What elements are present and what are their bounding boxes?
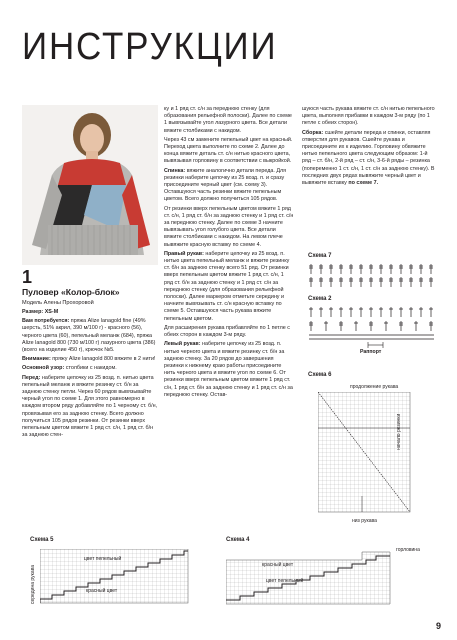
rapport-label: Раппорт <box>360 349 382 355</box>
basic-text: столбики с накидом. <box>64 365 117 372</box>
pattern-number: 1 <box>22 267 33 287</box>
left-sleeve-text: наберите цепочку из 25 возд. п. нитью черного цвета и вяжите резинку ст. б/н за заднюю стенку. За 20 рядов до завершения резинки к нижнему краю работы присоедините нить черного цвета и вяжите угол по схеме 6. От резинки вверх пепельным цветом вяжите 1 ряд ст. с/н, 1 ряд ст. б/н за заднюю стенку и 1 ряд ст. с/н за переднюю стенку. Остав- <box>164 341 293 398</box>
note-label: Внимание: <box>22 356 51 363</box>
scheme-4-diagram <box>226 546 396 608</box>
materials-text: пряжа Alize lanagold fine (49% шерсть, 51% акрил, 390 м/100 г) - красного (56), черного цвета (60), пепельный меланж (684), пряжа Alize lanagold 800 (730 м/100 г) лазурного цвета (386) (всего на изделие 450 г), крючок №5. <box>22 318 156 354</box>
scheme-6-right-label: начало резинки <box>396 413 402 450</box>
column-1 <box>22 309 158 441</box>
back-text: вяжите аналогично детали переда. Для резинки наберите цепочку из 25 возд. п. и сразу присоедините черный цвет (см. схему 3). Оставшуюся часть резинки вяжите пепельным цветом. Всего должно получиться 105 рядов. <box>164 167 287 203</box>
assembly-label: Сборка: <box>302 129 324 136</box>
scheme-6-bottom-label: низ рукава <box>352 518 377 524</box>
scheme-7-diagram <box>308 262 438 290</box>
scheme-6-top-label: продолжение рукава <box>350 384 399 390</box>
scheme-5-left-label: середина рукава <box>30 564 36 604</box>
scheme-6-diagram <box>318 392 414 516</box>
scheme-5-bottom-label: красный цвет <box>86 588 118 594</box>
scheme-6-title: Схема 6 <box>308 372 332 378</box>
assembly-end: по схеме 7. <box>348 180 379 187</box>
back-label: Спинка: <box>164 167 186 174</box>
scheme-4-grey-label: цвет пепельный <box>266 578 304 584</box>
left-sleeve-label: Левый рукав: <box>164 341 201 348</box>
scheme-4-title: Схема 4 <box>226 537 250 543</box>
scheme-4-red-label: красный цвет <box>262 562 294 568</box>
right-sleeve-text: наберите цепочку из 25 возд. п. нитью цвета пепельный меланж и вяжите резинку ст. б/н за заднюю стенку всего 51 ряд. От резинки вверх пепельным цветом вяжите 1 ряд ст. с/н, 1 ряд ст. б/н за заднюю стенку и 1 ряд ст. с/н за переднюю стенку (для образования рельефной полоски). Далее маркером отметьте середину и начните вывязывать ст. с/н красную вставку по схеме 5. Оставшуюся часть рукава вяжите пепельным цветом. <box>164 250 290 322</box>
basic-label: Основной узор: <box>22 365 65 372</box>
model-photo <box>22 105 158 265</box>
right-sleeve-label: Правый рукав: <box>164 250 204 257</box>
size-text: Размер: XS-M <box>22 309 59 315</box>
col2-paragraph-2: Через 43 см замените пепельный цвет на красный. Переход цвета выполните по схеме 2. Далее до конца вяжите деталь ст. с/н нитью красного цвета, вывязывая горловину в соответствии с выкройкой. <box>164 136 293 165</box>
column-3 <box>302 106 438 189</box>
page-title: ИНСТРУКЦИИ <box>22 26 278 68</box>
note-text: пряжу Alize lanagold 800 вяжите в 2 нити! <box>50 356 156 363</box>
pattern-author: Модель Алены Прохоровой <box>22 300 94 306</box>
front-text: наберите цепочку из 25 возд. п. нитью цвета пепельный меланж и вяжите резинку ст. б/н за заднюю стенку петли. Через 60 рядов вывязывайте черный угол по схеме 1. Для этого равномерно в каждом втором ряду добавляйте по 1 черному ст. б/н, провязывая его за заднюю стенку. Всего должно получиться 105 рядов резинки. От резинки вверх пепельным цветом вяжите 1 ряд ст. с/н, 1 ряд ст. б/н за заднюю стен- <box>22 374 158 439</box>
page-number: 9 <box>435 621 441 631</box>
col3-paragraph-1: шуюся часть рукава вяжите ст. с/н нитью пепельного цвета, выполняя прибавки в каждом 3-м ряду (по 1 петле с обеих сторон). <box>302 106 435 127</box>
scheme-5-top-label: цвет пепельный <box>84 556 122 562</box>
materials-label: Вам потребуется: <box>22 318 70 325</box>
scheme-7-title: Схема 7 <box>308 253 332 259</box>
col2-paragraph-3: От резинки вверх пепельным цветом вяжите 1 ряд ст. с/н, 1 ряд ст. б/н за заднюю стенку и 1 ряд ст. с/н за переднюю стенку. Далее по схеме 3 начните вывязывать угол голубого цвета. Все детали вяжите столбиками с накидом. На левом плече вывяжите красную вставку по схеме 4. <box>164 205 294 248</box>
scheme-2-title: Схема 2 <box>308 296 332 302</box>
scheme-5-title: Схема 5 <box>30 537 54 543</box>
column-2 <box>164 106 294 401</box>
pattern-name: Пуловер «Колор-блок» <box>22 287 120 297</box>
assembly-text: сшейте детали переда и спинки, оставляя отверстия для рукавов. Сшейте рукава и присоедините их к изделию. Горловину обвяжите нитью пепельного цвета следующим образом: 1-й ряд – ст. б/н, 2-й ряд – ст. с/н, 3-6-й ряды – резинка (попеременно 1 ст. с/н, 1 ст. с/н за заднюю стенку). В последних двух рядах вывяжите черный цвет и вывяжите вставку <box>302 129 435 187</box>
front-label: Перед: <box>22 374 41 381</box>
col2-paragraph-1: ку и 1 ряд ст. с/н за переднюю стенку (для образования рельефной полоски). Далее по схеме 1 вывязывайте угол лазурного цвета. Все детали вяжите столбиками с накидом. <box>164 106 292 134</box>
col2-paragraph-4: Для расширения рукава прибавляйте по 1 петле с обеих сторон в каждом 3-м ряду. <box>164 324 290 339</box>
scheme-4-neck-label: горловина <box>396 547 420 553</box>
